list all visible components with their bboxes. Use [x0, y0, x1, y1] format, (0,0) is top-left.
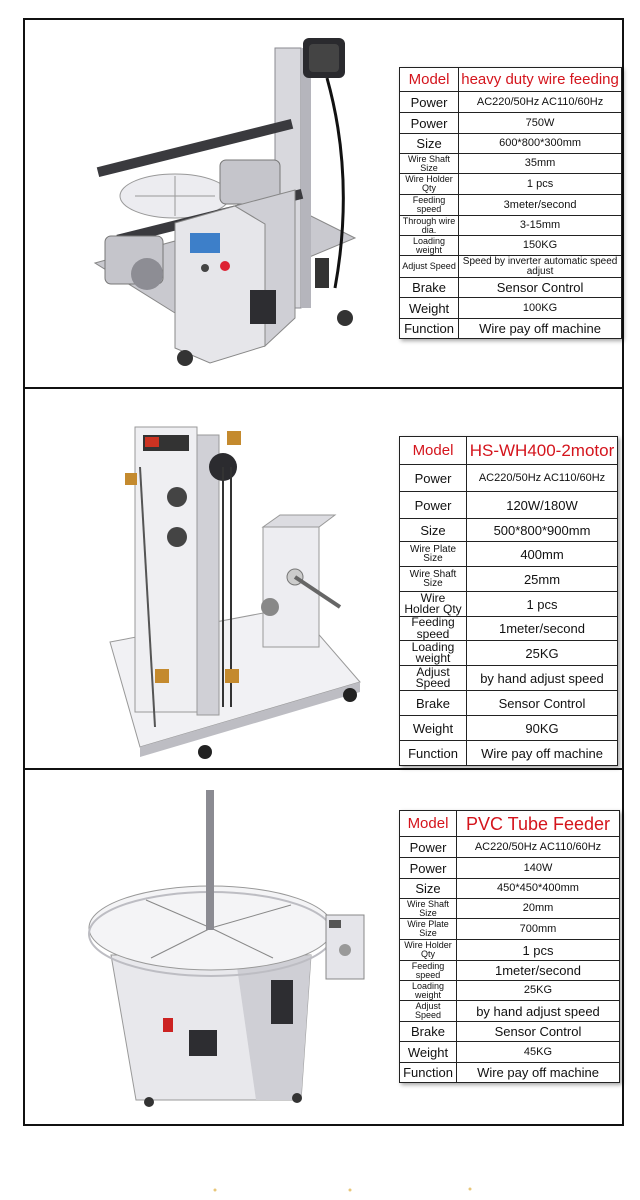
- spec-value: 25KG: [457, 981, 620, 1001]
- spec-label: Feeding speed: [400, 617, 467, 641]
- spec-table-heavy-duty: [399, 67, 622, 339]
- model-label: Model: [400, 68, 459, 92]
- spec-value: 35mm: [459, 154, 622, 174]
- product-panel-heavy-duty: [25, 20, 622, 389]
- spec-label: Power: [400, 858, 457, 879]
- spec-label: Power: [400, 113, 459, 134]
- spec-label: Wire Holder Qty: [400, 940, 457, 961]
- spec-value: 700mm: [457, 919, 620, 940]
- spec-value: Speed by inverter automatic speed adjust: [459, 256, 622, 278]
- spec-label: Through wire dia.: [400, 216, 459, 236]
- spec-value: 400mm: [467, 542, 618, 567]
- spec-value: by hand adjust speed: [467, 666, 618, 691]
- spec-value: 1 pcs: [467, 592, 618, 617]
- spec-label: Feeding speed: [400, 961, 457, 981]
- spec-label: Loading weight: [400, 981, 457, 1001]
- spec-value: 100KG: [459, 298, 622, 319]
- product-panel-pvc-tube: [25, 770, 622, 1124]
- spec-label: Function: [400, 319, 459, 339]
- model-label: Model: [400, 811, 457, 837]
- spec-value: AC220/50Hz AC110/60Hz: [457, 837, 620, 858]
- spec-value: 25mm: [467, 567, 618, 592]
- spec-value: AC220/50Hz AC110/60Hz: [467, 465, 618, 492]
- heavy-duty-feeder-photo: [65, 28, 395, 378]
- spec-table-hs-wh400: [399, 436, 618, 766]
- spec-sheet: [23, 18, 624, 1126]
- spec-label: Weight: [400, 298, 459, 319]
- spec-value: 90KG: [467, 716, 618, 741]
- spec-value: 120W/180W: [467, 492, 618, 519]
- spec-label: Adjust Speed: [400, 256, 459, 278]
- spec-value: Sensor Control: [467, 691, 618, 716]
- spec-label: Feeding speed: [400, 195, 459, 216]
- spec-value: 150KG: [459, 236, 622, 256]
- spec-value: 600*800*300mm: [459, 134, 622, 154]
- spec-label: Brake: [400, 691, 467, 716]
- spec-label: Weight: [400, 716, 467, 741]
- spec-label: Wire Plate Size: [400, 919, 457, 940]
- footer-decoration: [0, 1185, 640, 1195]
- spec-label: Adjust Speed: [400, 666, 467, 691]
- spec-value: 450*450*400mm: [457, 879, 620, 899]
- spec-value: Sensor Control: [459, 278, 622, 298]
- spec-label: Power: [400, 92, 459, 113]
- spec-value: 1 pcs: [459, 174, 622, 195]
- spec-value: Wire pay off machine: [467, 741, 618, 766]
- spec-label: Wire Shaft Size: [400, 154, 459, 174]
- spec-value: 1meter/second: [457, 961, 620, 981]
- spec-value: 45KG: [457, 1042, 620, 1063]
- spec-label: Brake: [400, 1022, 457, 1042]
- spec-value: 20mm: [457, 899, 620, 919]
- spec-label: Wire Holder Qty: [400, 592, 467, 617]
- spec-value: 3meter/second: [459, 195, 622, 216]
- model-value: HS-WH400-2motor: [467, 437, 618, 465]
- spec-value: Sensor Control: [457, 1022, 620, 1042]
- spec-value: 1meter/second: [467, 617, 618, 641]
- spec-label: Function: [400, 1063, 457, 1083]
- spec-label: Power: [400, 465, 467, 492]
- spec-label: Adjust Speed: [400, 1001, 457, 1022]
- spec-label: Wire Shaft Size: [400, 899, 457, 919]
- spec-label: Wire Plate Size: [400, 542, 467, 567]
- spec-value: 1 pcs: [457, 940, 620, 961]
- model-label: Model: [400, 437, 467, 465]
- spec-value: 140W: [457, 858, 620, 879]
- model-value: PVC Tube Feeder: [457, 811, 620, 837]
- spec-label: Function: [400, 741, 467, 766]
- product-panel-hs-wh400: [25, 389, 622, 770]
- pvc-tube-feeder-photo: [61, 780, 381, 1115]
- spec-value: 25KG: [467, 641, 618, 666]
- hs-wh400-feeder-photo: [95, 407, 385, 762]
- spec-label: Power: [400, 492, 467, 519]
- spec-label: Loading weight: [400, 236, 459, 256]
- spec-table-pvc-tube: [399, 810, 620, 1083]
- spec-label: Wire Holder Qty: [400, 174, 459, 195]
- spec-label: Power: [400, 837, 457, 858]
- model-value: heavy duty wire feeding: [459, 68, 622, 92]
- spec-label: Weight: [400, 1042, 457, 1063]
- spec-value: Wire pay off machine: [459, 319, 622, 339]
- spec-value: 500*800*900mm: [467, 519, 618, 542]
- spec-label: Brake: [400, 278, 459, 298]
- spec-label: Size: [400, 879, 457, 899]
- spec-label: Loading weight: [400, 641, 467, 666]
- spec-label: Size: [400, 519, 467, 542]
- spec-label: Size: [400, 134, 459, 154]
- spec-value: by hand adjust speed: [457, 1001, 620, 1022]
- spec-value: 750W: [459, 113, 622, 134]
- spec-label: Wire Shaft Size: [400, 567, 467, 592]
- spec-value: Wire pay off machine: [457, 1063, 620, 1083]
- spec-value: AC220/50Hz AC110/60Hz: [459, 92, 622, 113]
- spec-value: 3-15mm: [459, 216, 622, 236]
